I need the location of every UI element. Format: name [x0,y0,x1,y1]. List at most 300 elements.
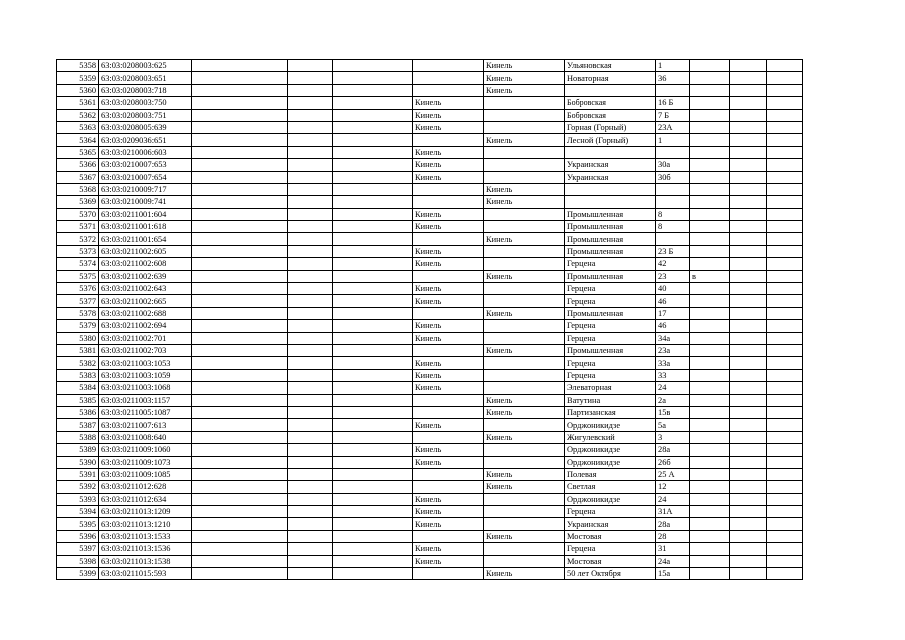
city-cell: Кинель [413,258,484,270]
settlement-cell: Кинель [484,406,565,418]
building-cell [690,406,730,418]
empty-cell [730,568,767,580]
cadastral-number-cell: 63:03:0208003:750 [99,97,192,109]
empty-cell [288,258,333,270]
table-row [57,481,803,493]
cadastral-number-cell: 63:03:0208005:639 [99,121,192,133]
cadastral-number-cell: 63:03:0211003:1059 [99,369,192,381]
house-cell: 23 [656,270,690,282]
empty-cell [288,369,333,381]
house-cell [656,146,690,158]
house-cell: 24 [656,493,690,505]
row-number-cell: 5361 [57,97,99,109]
settlement-cell: Кинель [484,60,565,72]
row-number-cell: 5396 [57,530,99,542]
cadastral-number-cell: 63:03:0210006:603 [99,146,192,158]
city-cell [413,307,484,319]
empty-cell [767,97,803,109]
building-cell [690,344,730,356]
settlement-cell: Кинель [484,394,565,406]
empty-cell [288,406,333,418]
city-cell: Кинель [413,208,484,220]
empty-cell [288,419,333,431]
empty-cell [192,357,288,369]
table-row [57,530,803,542]
house-cell: 46 [656,295,690,307]
empty-cell [730,468,767,480]
empty-cell [333,134,413,146]
building-cell [690,369,730,381]
house-cell [656,84,690,96]
street-cell: Орджоникидзе [565,419,656,431]
empty-cell [333,493,413,505]
house-cell: 33 [656,369,690,381]
empty-cell [767,171,803,183]
house-cell [656,233,690,245]
empty-cell [333,419,413,431]
building-cell [690,233,730,245]
empty-cell [288,109,333,121]
city-cell: Кинель [413,320,484,332]
empty-cell [730,506,767,518]
row-number-cell: 5378 [57,307,99,319]
city-cell [413,530,484,542]
table-row [57,332,803,344]
building-cell [690,543,730,555]
empty-cell [333,258,413,270]
table-row [57,171,803,183]
empty-cell [730,481,767,493]
empty-cell [333,481,413,493]
cadastral-number-cell: 63:03:0211002:694 [99,320,192,332]
building-cell [690,295,730,307]
empty-cell [192,97,288,109]
house-cell: 24 [656,382,690,394]
building-cell [690,320,730,332]
house-cell: 1 [656,60,690,72]
table-row [57,208,803,220]
empty-cell [192,109,288,121]
empty-cell [192,382,288,394]
empty-cell [730,270,767,282]
street-cell: Орджоникидзе [565,493,656,505]
empty-cell [192,419,288,431]
empty-cell [333,121,413,133]
empty-cell [192,518,288,530]
empty-cell [288,481,333,493]
house-cell: 36 [656,72,690,84]
empty-cell [730,320,767,332]
empty-cell [730,357,767,369]
empty-cell [288,60,333,72]
table-row [57,419,803,431]
table-row [57,245,803,257]
street-cell: Орджоникидзе [565,444,656,456]
empty-cell [288,72,333,84]
house-cell: 5а [656,419,690,431]
empty-cell [192,60,288,72]
street-cell [565,146,656,158]
table-row [57,60,803,72]
street-cell: Мостовая [565,530,656,542]
house-cell: 23а [656,344,690,356]
empty-cell [767,419,803,431]
empty-cell [333,221,413,233]
building-cell [690,506,730,518]
empty-cell [767,344,803,356]
row-number-cell: 5362 [57,109,99,121]
cadastral-number-cell: 63:03:0210007:654 [99,171,192,183]
empty-cell [767,332,803,344]
table-row [57,431,803,443]
settlement-cell [484,208,565,220]
empty-cell [730,406,767,418]
settlement-cell [484,121,565,133]
empty-cell [288,506,333,518]
building-cell [690,134,730,146]
empty-cell [333,530,413,542]
empty-cell [730,221,767,233]
empty-cell [192,493,288,505]
building-cell [690,97,730,109]
empty-cell [767,233,803,245]
settlement-cell [484,493,565,505]
city-cell [413,468,484,480]
street-cell: 50 лет Октября [565,568,656,580]
empty-cell [333,456,413,468]
cadastral-number-cell: 63:03:0211003:1068 [99,382,192,394]
cadastral-number-cell: 63:03:0211003:1053 [99,357,192,369]
building-cell [690,568,730,580]
empty-cell [333,406,413,418]
street-cell: Бобровская [565,109,656,121]
city-cell [413,84,484,96]
street-cell: Светлая [565,481,656,493]
street-cell: Герцена [565,332,656,344]
house-cell: 17 [656,307,690,319]
empty-cell [333,196,413,208]
settlement-cell [484,506,565,518]
empty-cell [730,444,767,456]
city-cell [413,394,484,406]
table-row [57,493,803,505]
building-cell [690,84,730,96]
house-cell: 28 [656,530,690,542]
empty-cell [192,221,288,233]
empty-cell [333,72,413,84]
empty-cell [333,382,413,394]
city-cell: Кинель [413,97,484,109]
row-number-cell: 5371 [57,221,99,233]
table-row [57,159,803,171]
table-row [57,344,803,356]
city-cell: Кинель [413,444,484,456]
empty-cell [333,394,413,406]
empty-cell [767,530,803,542]
street-cell [565,183,656,195]
table-row [57,394,803,406]
building-cell [690,357,730,369]
row-number-cell: 5389 [57,444,99,456]
empty-cell [333,159,413,171]
house-cell: 23А [656,121,690,133]
row-number-cell: 5382 [57,357,99,369]
street-cell [565,196,656,208]
street-cell: Промышленная [565,208,656,220]
street-cell: Промышленная [565,344,656,356]
table-body [57,60,803,580]
empty-cell [288,431,333,443]
empty-cell [192,84,288,96]
empty-cell [192,121,288,133]
empty-cell [730,72,767,84]
street-cell: Горная (Горный) [565,121,656,133]
empty-cell [730,134,767,146]
row-number-cell: 5398 [57,555,99,567]
settlement-cell: Кинель [484,468,565,480]
table-row [57,320,803,332]
empty-cell [730,159,767,171]
empty-cell [192,245,288,257]
empty-cell [730,431,767,443]
table-row [57,456,803,468]
row-number-cell: 5380 [57,332,99,344]
empty-cell [288,134,333,146]
building-cell [690,245,730,257]
table-row [57,518,803,530]
city-cell: Кинель [413,245,484,257]
cadastral-number-cell: 63:03:0211001:618 [99,221,192,233]
row-number-cell: 5381 [57,344,99,356]
empty-cell [333,555,413,567]
settlement-cell [484,109,565,121]
settlement-cell: Кинель [484,344,565,356]
empty-cell [730,332,767,344]
city-cell: Кинель [413,518,484,530]
row-number-cell: 5390 [57,456,99,468]
empty-cell [288,530,333,542]
settlement-cell [484,258,565,270]
city-cell [413,196,484,208]
empty-cell [730,109,767,121]
cadastral-number-cell: 63:03:0211009:1085 [99,468,192,480]
empty-cell [333,320,413,332]
building-cell [690,456,730,468]
row-number-cell: 5363 [57,121,99,133]
table-row [57,196,803,208]
street-cell: Промышленная [565,233,656,245]
city-cell: Кинель [413,369,484,381]
building-cell [690,481,730,493]
empty-cell [288,196,333,208]
empty-cell [288,171,333,183]
empty-cell [192,369,288,381]
row-number-cell: 5379 [57,320,99,332]
row-number-cell: 5369 [57,196,99,208]
empty-cell [767,183,803,195]
settlement-cell [484,97,565,109]
row-number-cell: 5360 [57,84,99,96]
house-cell: 12 [656,481,690,493]
city-cell: Кинель [413,159,484,171]
empty-cell [730,60,767,72]
empty-cell [288,568,333,580]
empty-cell [192,208,288,220]
empty-cell [288,146,333,158]
settlement-cell [484,357,565,369]
empty-cell [767,208,803,220]
city-cell: Кинель [413,146,484,158]
cadastral-number-cell: 63:03:0211013:1533 [99,530,192,542]
empty-cell [730,283,767,295]
building-cell [690,555,730,567]
empty-cell [730,258,767,270]
building-cell [690,283,730,295]
row-number-cell: 5367 [57,171,99,183]
table-row [57,295,803,307]
house-cell: 7 Б [656,109,690,121]
city-cell: Кинель [413,283,484,295]
building-cell [690,493,730,505]
empty-cell [767,382,803,394]
settlement-cell [484,518,565,530]
city-cell: Кинель [413,506,484,518]
building-cell [690,221,730,233]
empty-cell [767,568,803,580]
empty-cell [767,72,803,84]
empty-cell [730,233,767,245]
empty-cell [730,543,767,555]
table-row [57,258,803,270]
settlement-cell [484,456,565,468]
cadastral-number-cell: 63:03:0211003:1157 [99,394,192,406]
empty-cell [192,283,288,295]
cadastral-number-cell: 63:03:0211008:640 [99,431,192,443]
empty-cell [192,344,288,356]
cadastral-number-cell: 63:03:0208003:625 [99,60,192,72]
row-number-cell: 5375 [57,270,99,282]
empty-cell [288,295,333,307]
empty-cell [288,320,333,332]
table-row [57,97,803,109]
empty-cell [730,171,767,183]
empty-cell [730,493,767,505]
building-cell [690,146,730,158]
empty-cell [333,506,413,518]
row-number-cell: 5392 [57,481,99,493]
empty-cell [767,121,803,133]
settlement-cell [484,419,565,431]
table-row [57,555,803,567]
row-number-cell: 5393 [57,493,99,505]
settlement-cell [484,245,565,257]
empty-cell [767,159,803,171]
row-number-cell: 5385 [57,394,99,406]
settlement-cell: Кинель [484,481,565,493]
empty-cell [192,555,288,567]
city-cell [413,72,484,84]
building-cell [690,431,730,443]
empty-cell [192,295,288,307]
table-row [57,406,803,418]
street-cell: Герцена [565,295,656,307]
building-cell [690,121,730,133]
empty-cell [288,518,333,530]
street-cell: Промышленная [565,270,656,282]
empty-cell [730,295,767,307]
house-cell: 30б [656,171,690,183]
street-cell: Украинская [565,518,656,530]
row-number-cell: 5374 [57,258,99,270]
house-cell: 28а [656,518,690,530]
cadastral-number-cell: 63:03:0208003:718 [99,84,192,96]
settlement-cell [484,159,565,171]
city-cell: Кинель [413,419,484,431]
empty-cell [730,146,767,158]
empty-cell [333,109,413,121]
empty-cell [730,196,767,208]
empty-cell [288,493,333,505]
table-row [57,233,803,245]
row-number-cell: 5359 [57,72,99,84]
empty-cell [767,146,803,158]
empty-cell [767,221,803,233]
empty-cell [767,270,803,282]
street-cell: Герцена [565,320,656,332]
empty-cell [288,283,333,295]
cadastral-number-cell: 63:03:0211013:1209 [99,506,192,518]
building-cell [690,258,730,270]
empty-cell [288,221,333,233]
empty-cell [288,468,333,480]
city-cell: Кинель [413,555,484,567]
empty-cell [192,134,288,146]
empty-cell [192,481,288,493]
street-cell: Герцена [565,357,656,369]
house-cell: 33а [656,357,690,369]
city-cell: Кинель [413,109,484,121]
building-cell: в [690,270,730,282]
settlement-cell [484,444,565,456]
street-cell: Ватутина [565,394,656,406]
empty-cell [767,394,803,406]
row-number-cell: 5399 [57,568,99,580]
empty-cell [288,121,333,133]
cadastral-number-cell: 63:03:0211005:1087 [99,406,192,418]
table-row [57,369,803,381]
building-cell [690,208,730,220]
empty-cell [767,369,803,381]
empty-cell [767,444,803,456]
empty-cell [730,245,767,257]
empty-cell [730,344,767,356]
house-cell: 23 Б [656,245,690,257]
city-cell: Кинель [413,121,484,133]
table-row [57,183,803,195]
street-cell: Промышленная [565,307,656,319]
cadastral-number-cell: 63:03:0211002:639 [99,270,192,282]
empty-cell [288,307,333,319]
cadastral-number-cell: 63:03:0210009:717 [99,183,192,195]
empty-cell [333,233,413,245]
house-cell: 8 [656,208,690,220]
house-cell: 25 А [656,468,690,480]
street-cell: Промышленная [565,221,656,233]
empty-cell [288,357,333,369]
table-row [57,134,803,146]
street-cell: Партизанская [565,406,656,418]
empty-cell [192,196,288,208]
